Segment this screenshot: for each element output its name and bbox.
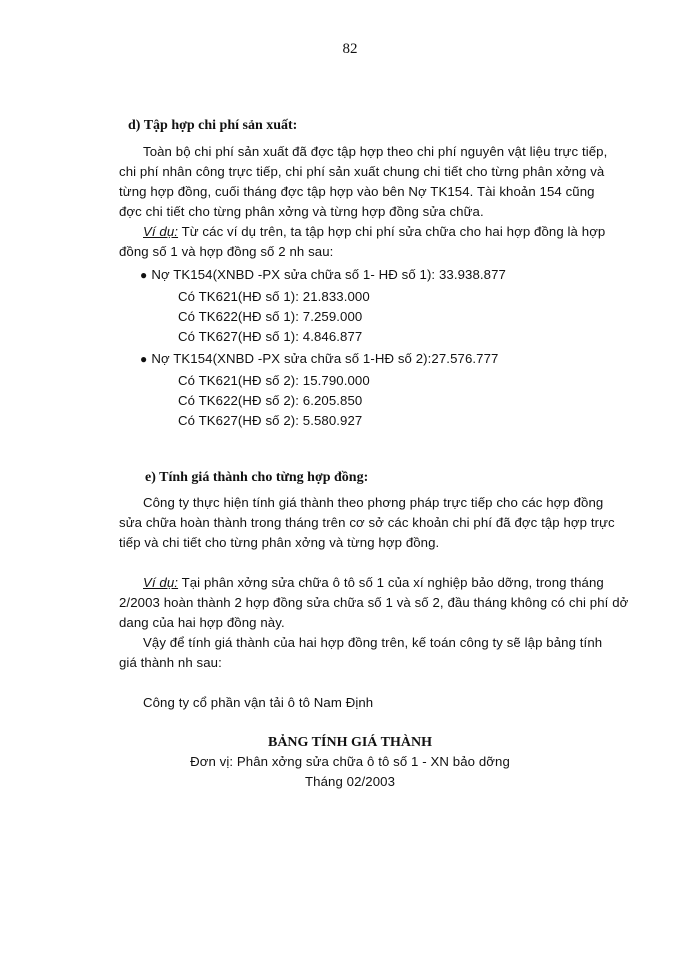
journal-entry-credit: Có TK627(HĐ số 1): 4.846.877 <box>178 329 363 344</box>
example-label: Ví dụ: <box>143 224 179 239</box>
example-text: Từ các ví dụ trên, ta tập hợp chi phí sửa chữa cho hai hợp đồng là hợp <box>178 224 606 239</box>
section-e-paragraph-line: sửa chữa hoàn thành trong tháng trên cơ sở các khoản chi phí đã đợc tập hợp trực <box>119 515 615 530</box>
company-name: Công ty cổ phần vận tải ô tô Nam Định <box>143 695 374 710</box>
debit-text: Nợ TK154(XNBD -PX sửa chữa số 1- HĐ số 1): 33.938.877 <box>151 267 506 282</box>
journal-entry-debit <box>140 265 506 285</box>
bullet-icon: ● <box>140 268 148 282</box>
table-month: Tháng 02/2003 <box>304 774 396 789</box>
section-d-paragraph-line: chi phí nhân công trực tiếp, chi phí sản xuất chung chi tiết cho từng phân xởng và <box>119 164 605 179</box>
table-title: BẢNG TÍNH GIÁ THÀNH <box>267 735 432 750</box>
section-d-heading: d) Tập hợp chi phí sản xuất: <box>128 118 298 133</box>
example-label: Ví dụ: <box>143 575 179 590</box>
section-e-paragraph-line: tiếp và chi tiết cho từng phân xởng và từng hợp đồng. <box>119 535 440 550</box>
section-d-paragraph-line: đợc chi tiết cho từng phân xởng và từng hợp đồng sửa chữa. <box>119 204 484 219</box>
journal-entry-credit: Có TK621(HĐ số 2): 15.790.000 <box>178 373 370 388</box>
debit-text: Nợ TK154(XNBD -PX sửa chữa số 1-HĐ số 2):27.576.777 <box>151 351 499 366</box>
journal-entry-credit: Có TK622(HĐ số 1): 7.259.000 <box>178 309 363 324</box>
table-unit: Đơn vị: Phân xởng sửa chữa ô tô số 1 - XN bảo dỡng <box>190 754 510 769</box>
section-e-paragraph-line: Công ty thực hiện tính giá thành theo phơng pháp trực tiếp cho các hợp đồng <box>143 495 604 510</box>
section-e-example-continuation: 2/2003 hoàn thành 2 hợp đồng sửa chữa số 1 và số 2, đầu tháng không có chi phí dở <box>119 595 629 610</box>
example-text: Tại phân xởng sửa chữa ô tô số 1 của xí nghiệp bảo dỡng, trong tháng <box>178 575 604 590</box>
bullet-icon: ● <box>140 352 148 366</box>
journal-entry-credit: Có TK627(HĐ số 2): 5.580.927 <box>178 413 363 428</box>
section-e-conclusion-line: giá thành nh sau: <box>119 655 222 670</box>
page-number: 82 <box>342 41 358 57</box>
section-d-paragraph-line: từng hợp đồng, cuối tháng đợc tập hợp vào bên Nợ TK154. Tài khoản 154 cũng <box>119 184 595 199</box>
section-e-example-continuation: dang của hai hợp đồng này. <box>119 615 285 630</box>
section-e-heading: e) Tính giá thành cho từng hợp đồng: <box>145 470 369 485</box>
section-d-example-continuation: đồng số 1 và hợp đồng số 2 nh sau: <box>119 244 334 259</box>
journal-entry-credit: Có TK622(HĐ số 2): 6.205.850 <box>178 393 363 408</box>
section-d-paragraph-line: Toàn bộ chi phí sản xuất đã đợc tập hợp theo chi phí nguyên vật liệu trực tiếp, <box>143 144 608 159</box>
journal-entry-credit: Có TK621(HĐ số 1): 21.833.000 <box>178 289 370 304</box>
section-d-example <box>143 222 605 242</box>
section-e-example <box>143 573 604 593</box>
section-e-conclusion-line: Vậy để tính giá thành của hai hợp đồng trên, kế toán công ty sẽ lập bảng tính <box>143 635 603 650</box>
journal-entry-debit <box>140 349 498 369</box>
